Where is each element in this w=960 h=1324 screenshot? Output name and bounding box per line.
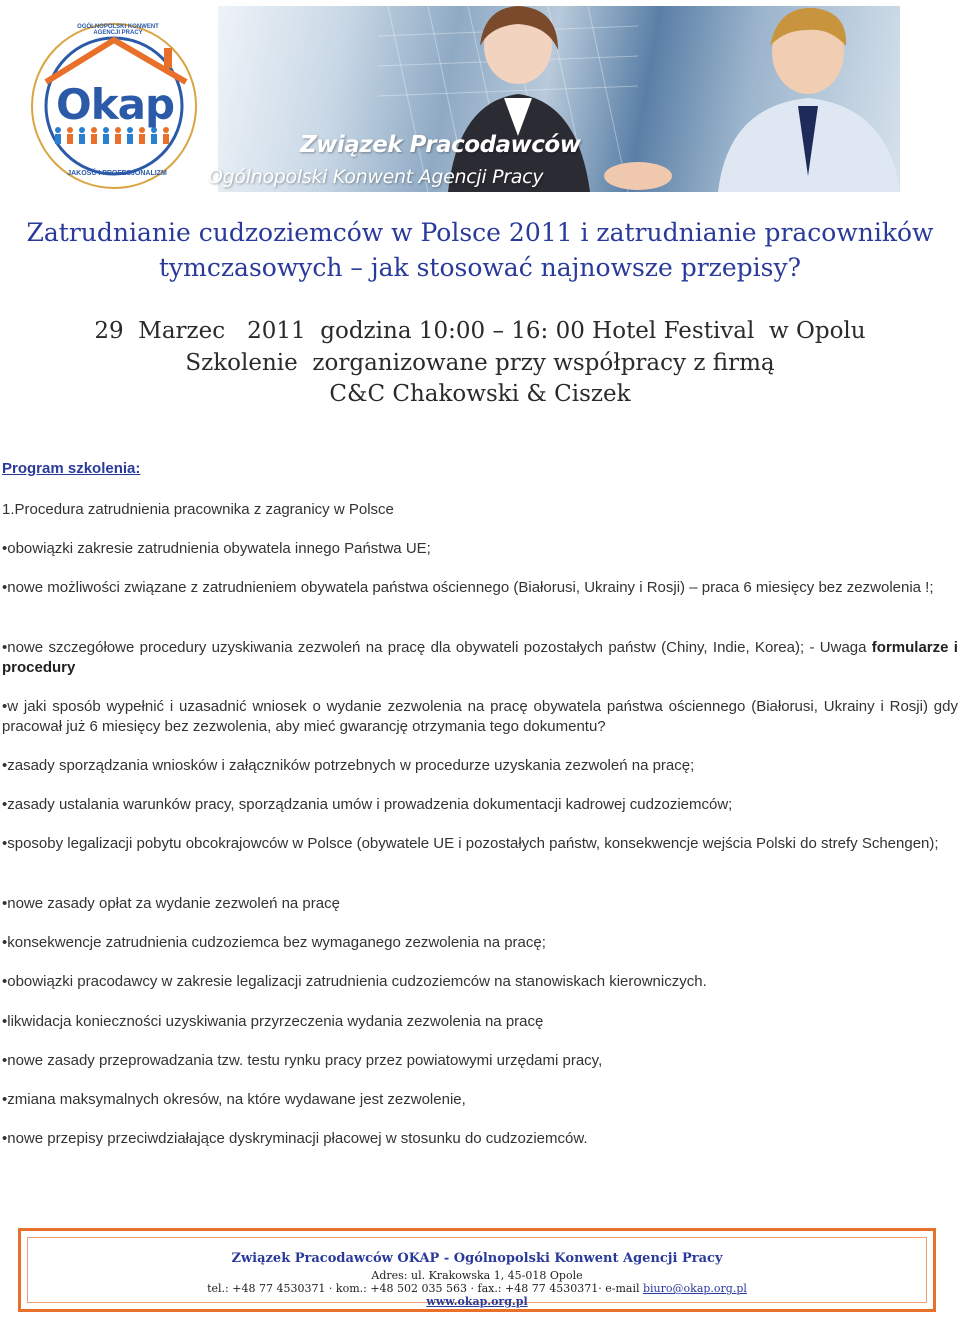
- header-banner: [10, 6, 900, 192]
- program-item: •sposoby legalizacji pobytu obcokrajowców w Polsce (obywatele UE i pozostałych państw, konsekwencje wejścia Polski do strefy Schengen);: [2, 835, 939, 852]
- footer-address: Adres: ul. Krakowska 1, 45-018 Opole: [371, 1269, 583, 1282]
- program-heading: Program szkolenia:: [2, 460, 141, 477]
- logo-ring-bottom: JAKOŚĆ I PROFESJONALIZM: [67, 170, 167, 177]
- event-partner: C&C Chakowski & Ciszek: [329, 381, 631, 407]
- footer-org-name: Związek Pracodawców OKAP - Ogólnopolski Konwent Agencji Pracy: [231, 1251, 723, 1266]
- program-item: •obowiązki pracodawcy w zakresie legalizacji zatrudnienia cudzoziemców na stanowiskach kierowniczych.: [2, 973, 707, 990]
- logo-ring-top: OGÓLNOPOLSKI KONWENT AGENCJI PRACY: [77, 24, 159, 36]
- program-item: •likwidacja konieczności uzyskiwania przyrzeczenia wydania zezwolenia na pracę: [2, 1013, 544, 1030]
- okap-logo: [28, 20, 206, 192]
- handshake-photo: [218, 6, 900, 192]
- banner-org-title: Związek Pracodawców: [300, 132, 581, 158]
- footer-contact-text: tel.: +48 77 4530371 · kom.: +48 502 035 563 · fax.: +48 77 4530371· e-mail: [207, 1282, 643, 1295]
- page-title-line1: Zatrudnianie cudzoziemców w Polsce 2011 i zatrudnianie pracowników: [26, 218, 934, 247]
- program-item: •zmiana maksymalnych okresów, na które wydawane jest zezwolenie,: [2, 1091, 466, 1108]
- program-item-text: •nowe szczegółowe procedury uzyskiwania zezwoleń na pracę dla obywateli pozostałych państw (Chiny, Indie, Korea); - Uwaga: [2, 639, 867, 656]
- event-organizer-line: Szkolenie zorganizowane przy współpracy z firmą: [185, 350, 775, 376]
- program-item-bold: formularze i procedury: [2, 639, 958, 676]
- footer-box: [18, 1228, 936, 1312]
- program-item: [2, 638, 958, 678]
- program-item: •nowe możliwości związane z zatrudnieniem obywatela państwa ościennego (Białorusi, Ukrainy i Rosji) – praca 6 miesięcy bez zezwolenia !;: [2, 579, 934, 596]
- program-item: •obowiązki zakresie zatrudnienia obywatela innego Państwa UE;: [2, 540, 431, 557]
- footer-email-link[interactable]: biuro@okap.org.pl: [643, 1282, 747, 1295]
- page-title-line2: tymczasowych – jak stosować najnowsze przepisy?: [159, 253, 801, 282]
- footer-contact: [21, 1282, 933, 1295]
- program-item: •nowe przepisy przeciwdziałające dyskryminacji płacowej w stosunku do cudzoziemców.: [2, 1130, 588, 1147]
- banner-org-subtitle: Ogólnopolski Konwent Agencji Pracy: [208, 166, 544, 188]
- footer-website-link[interactable]: www.okap.org.pl: [426, 1295, 528, 1308]
- program-item: •w jaki sposób wypełnić i uzasadnić wniosek o wydanie zezwolenia na pracę obywatela państwa ościennego (Białorusi, Ukrainy i Rosji) gdy pracował już 6 miesięcy bez zezwolenia, aby mieć gwarancję otrzymania tego dokumentu?: [2, 698, 958, 735]
- program-intro: 1.Procedura zatrudnienia pracownika z zagranicy w Polsce: [2, 501, 394, 518]
- logo-text: Okap: [56, 80, 175, 129]
- program-item: •zasady sporządzania wniosków i załączników potrzebnych w procedurze uzyskania zezwoleń na pracę;: [2, 757, 695, 774]
- program-item: •zasady ustalania warunków pracy, sporządzania umów i prowadzenia dokumentacji kadrowej cudzoziemców;: [2, 796, 733, 813]
- program-item: •nowe zasady przeprowadzania tzw. testu rynku pracy przez powiatowymi urzędami pracy,: [2, 1052, 603, 1069]
- program-item: •konsekwencje zatrudnienia cudzoziemca bez wymaganego zezwolenia na pracę;: [2, 934, 546, 951]
- event-date-location: 29 Marzec 2011 godzina 10:00 – 16: 00 Hotel Festival w Opolu: [94, 318, 866, 344]
- program-item: •nowe zasady opłat za wydanie zezwoleń na pracę: [2, 895, 340, 912]
